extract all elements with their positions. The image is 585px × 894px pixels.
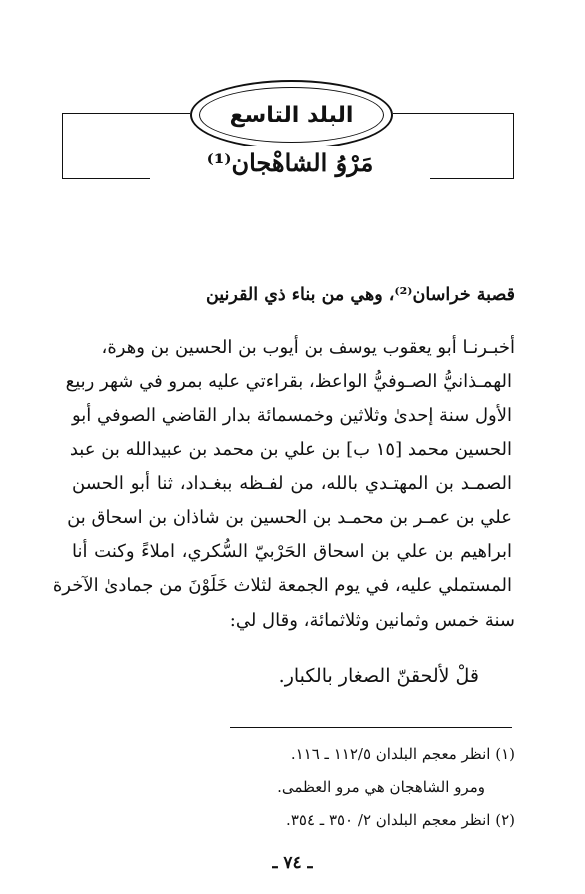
body-line: علي بن عمـر بن محمـد بن الحسين بن شاذان بن اسحاق بن — [67, 507, 512, 528]
footnote-divider — [230, 727, 512, 728]
body-line: الصمـد بن المهتـدي بالله، من لفـظه ببغـداد، ثنا أبو الحسن — [72, 473, 512, 494]
body-line: ابراهيم بن علي بن اسحاق الحَرْبيّ السُّكري، املاءً وكنت أنا — [72, 541, 512, 562]
page-number: ـ ٧٤ ـ — [272, 853, 313, 873]
body-line: الحسين محمد [١٥ ب] بن علي بن محمد بن عبيدالله بن عبد — [69, 439, 512, 460]
body-line: سنة خمس وثمانين وثلاثمائة، وقال لي: — [229, 610, 515, 631]
chapter-label: البلد التاسع — [229, 102, 354, 128]
section-heading: قصبة خراسان⁽²⁾، وهي من بناء ذي القرنين — [205, 285, 515, 305]
footnote-2: (٢) انظر معجم البلدان ٢/ ٣٥٠ ـ ٣٥٤. — [286, 811, 515, 829]
footnote-1: (١) انظر معجم البلدان ١١٢/٥ ـ ١١٦. — [290, 745, 515, 763]
body-line: المستملي عليه، في يوم الجمعة لثلاث خَلَوْنَ من جمادىٰ الآخرة — [52, 575, 512, 596]
footnote-1-continuation: ومرو الشاهجان هي مرو العظمى. — [277, 778, 485, 796]
body-line: الأول سنة إحدىٰ وثلاثين وخمسمائة بدار القاضي الصوفي أبو — [72, 405, 512, 426]
verse-line: قلْ لألحقنّ الصغار بالكبار. — [278, 665, 479, 687]
place-title: مَرْوُ الشاهْجان⁽¹⁾ — [150, 146, 430, 180]
body-line: أخبـرنـا أبو يعقوب يوسف بن أيوب بن الحسين بن وهرة، — [101, 337, 515, 358]
body-line: الهمـذانيُّ الصـوفيُّ الواعظ، بقراءتي عليه بمرو في شهر ربيع — [65, 371, 512, 392]
chapter-oval-inner — [199, 87, 384, 143]
